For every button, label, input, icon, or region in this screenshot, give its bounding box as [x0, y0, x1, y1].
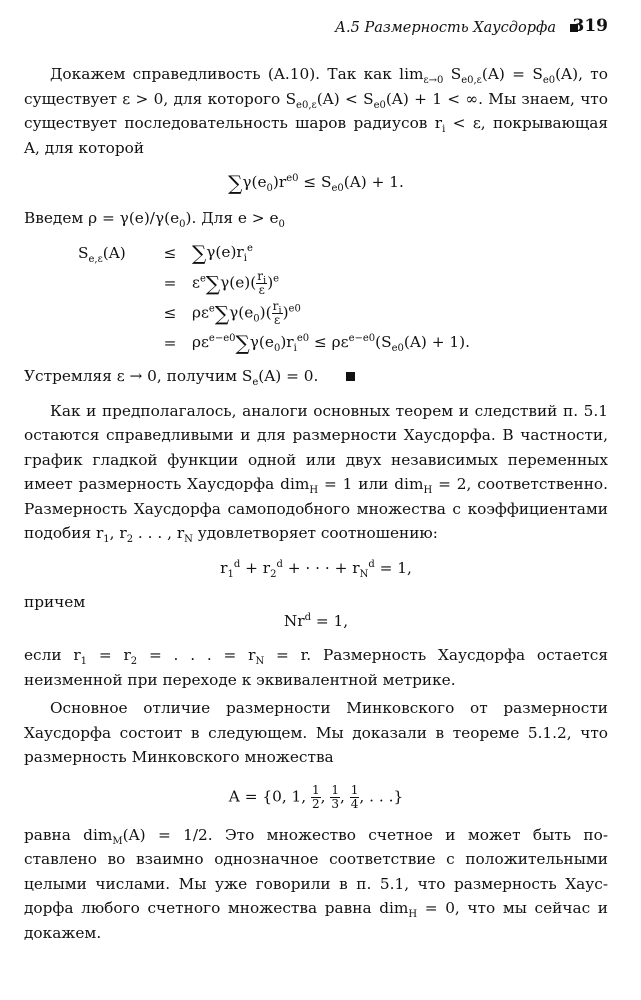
fraction-ri-over-eps: $\frac{r_i}{\varepsilon}$	[257, 268, 267, 297]
page-number: 319	[572, 16, 608, 36]
equation-n-r-d: $Nr^d = 1$,	[283, 611, 349, 630]
running-title: А.5 Размерность Хаусдорфа	[335, 20, 556, 36]
fraction-ri-over-eps: $\frac{r_i}{\varepsilon}$	[272, 298, 282, 327]
paragraph-countable-set: равна dim$_M$(A) = 1/2. Это множество счетное и может быть по- ставлено во взаимно однозначное соответствие с положительными целыми числами. Мы уже говорили в п. 5.1, что размерность Хаус- дорфа любого счетного множества равна dim$_H$ = 0, что мы сейчас и докажем.	[24, 825, 608, 942]
aligned-row-3: ≤ $\rho\varepsilon^e\sum\gamma(e_0)$( $\frac{r_i}{\varepsilon}$ )$^{e0}$	[163, 298, 301, 327]
paragraph-equal-ratios: если $r_1 = r_2$ = . . . = $r_N = r$. Размерность Хаусдорфа остается неизменной при переходе к эквивалентной метрике.	[24, 646, 608, 689]
aligned-row-2: = $\varepsilon^e\sum\gamma(e)$( $\frac{r_i}{\varepsilon}$ )$^e$	[163, 268, 280, 297]
paragraph-proof-start: Докажем справедливость (A.10). Так как $\lim_{\varepsilon\to 0} S_{e0,\varepsilon}(A) = S_{e0}(A)$, то существует ε > 0, для которого $S_{e0,\varepsilon}(A) < S_{e0}(A) + 1$ < ∞. Мы знаем, что существует последовательность шаров радиусов $r_i < \varepsilon$, покрывающая A, для которой	[24, 65, 608, 157]
book-page	[24, 14, 608, 945]
equation-similarity-sum: $r_1^d + r_2^d$ + · · · + $r_N^d = 1$,	[220, 558, 412, 580]
paragraph-conclusion: Устремляя ε → 0, получим $S_e(A) = 0$.	[24, 364, 608, 389]
aligned-row-1: $S_{e,\varepsilon}(A)$ ≤ $\sum\gamma(e)r_i^e$	[78, 241, 253, 266]
equation-sum-bound: $\sum\gamma(e_0)r^{e0} \le S_{e0}(A) + 1$.	[228, 171, 404, 195]
paragraph-analogues: Как и предполагалось, аналоги основных теорем и следствий п. 5.1 остаются справедливыми и для размерности Хаусдорфа. В частности, график гладкой функции одной или двух независимых переменных имеет размерность Хаусдорфа dim$_H$ = 1 или dim$_H$ = 2, соответственно. Размерность Хаусдорфа самоподобного множества с коэффициентами подобия $r_1$, $r_2$ . . . , $r_N$ удовлетворяет соотношению:	[24, 401, 609, 546]
running-header	[24, 14, 608, 38]
paragraph-minkowski-difference: Основное отличие размерности Минковского от размерности Хаусдорфа состоит в следующем. Мы доказали в теореме 5.1.2, что размерность Минковского множества	[24, 699, 608, 766]
aligned-row-4: = $\rho\varepsilon^{e-e0}\sum\gamma(e_0)r_i^{e0} \le \rho\varepsilon^{e-e0}(S_{e0}(A) + 1)$.	[163, 331, 470, 356]
qed-square-icon	[346, 372, 355, 381]
paragraph-moreover: причем	[24, 593, 86, 611]
paragraph-define-rho: Введем $\rho = \gamma(e)/\gamma(e_0)$. Для $e > e_0$	[24, 208, 285, 230]
aligned-inequalities	[78, 238, 608, 358]
equation-set-a: A = {0, 1, $\frac{1}{2}$ , $\frac{1}{3}$ , $\frac{1}{4}$ , . . .}	[228, 782, 404, 811]
